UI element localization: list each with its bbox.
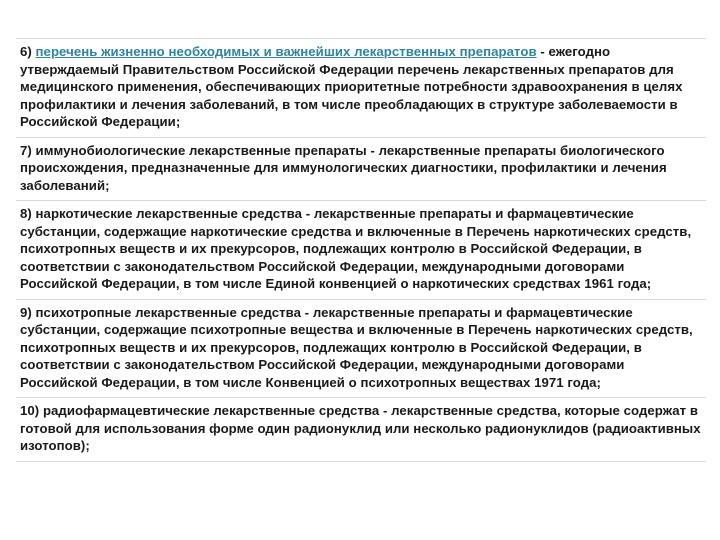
essential-drugs-list-link[interactable]: перечень жизненно необходимых и важнейших лекарственных препаратов: [35, 44, 537, 59]
list-item-8: [16, 200, 706, 299]
item-number: 6): [20, 44, 32, 59]
item-text: иммунобиологические лекарственные препараты - лекарственные препараты биологического происхождения, предназначенные для иммунологических диагностики, профилактики и лечения заболеваний;: [20, 142, 667, 193]
definitions-list: [16, 38, 706, 462]
list-item-7: [16, 137, 706, 201]
item-text: радиофармацевтические лекарственные средства - лекарственные средства, которые содержат в готовой для использования форме один радионуклид или несколько радионуклидов (радиоактивных изотопов);: [20, 403, 701, 453]
list-item-6: [16, 38, 706, 137]
item-number: 8): [20, 206, 32, 221]
item-text: - ежегодно утверждаемый Правительством Российской Федерации перечень лекарственных препаратов для медицинского применения, обеспечивающих приоритетные потребности здравоохранения в целях профилактики и лечения заболеваний, в том числе преобладающих в структуре заболеваемости в Российской Федерации;: [20, 44, 683, 129]
list-item-9: [16, 299, 706, 398]
item-number: 7): [20, 142, 32, 158]
item-text: наркотические лекарственные средства - лекарственные препараты и фармацевтические субстанции, содержащие наркотические средства и включенные в Перечень наркотических средств, психотропных веществ и их прекурсоров, подлежащих контролю в Российской Федерации, в соответствии с законодательством Российской Федерации, международными договорами Российской Федерации, в том числе Единой конвенцией о наркотических средствах 1961 года;: [20, 206, 692, 291]
item-number: 10): [20, 403, 40, 418]
list-item-10: [16, 397, 706, 462]
item-text: психотропные лекарственные средства - лекарственные препараты и фармацевтические субстанции, содержащие психотропные вещества и включенные в Перечень наркотических средств, психотропных веществ и их прекурсоров, подлежащих контролю в Российской Федерации, в соответствии с законодательством Российской Федерации, международными договорами Российской Федерации, в том числе Конвенцией о психотропных веществах 1971 года;: [20, 304, 693, 390]
item-number: 9): [20, 304, 32, 320]
